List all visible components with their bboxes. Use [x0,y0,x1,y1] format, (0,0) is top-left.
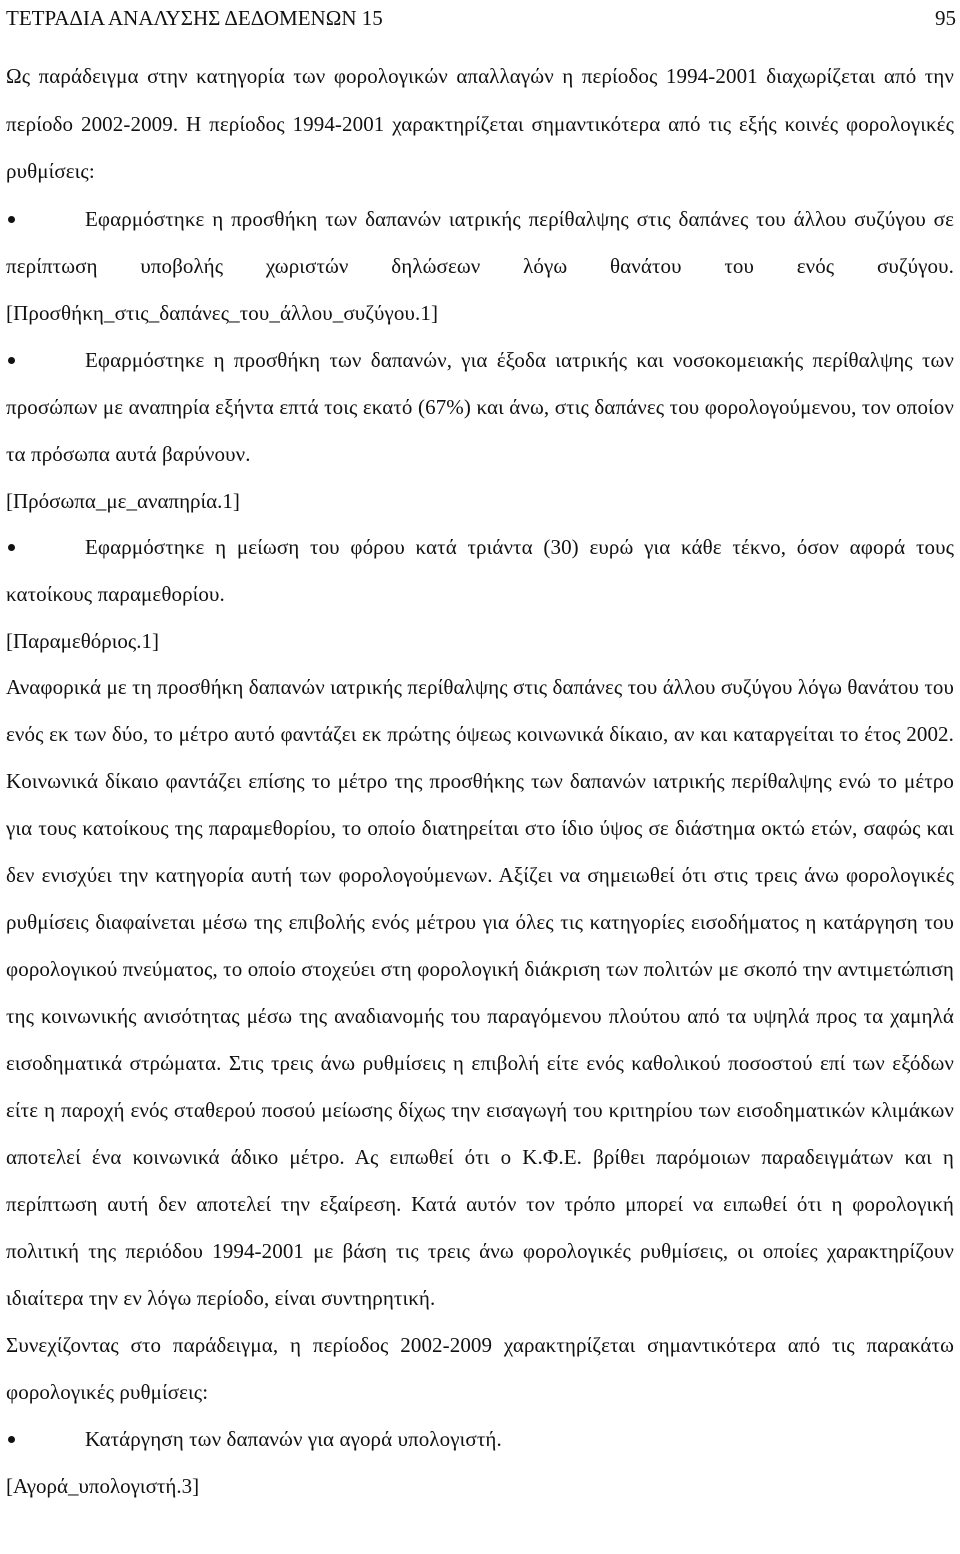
bullet-icon [8,216,15,223]
bullet-item [6,337,954,478]
bullet-item [6,1416,954,1463]
document-page [6,0,954,1509]
bullet-icon [8,544,15,551]
bullet-text: Εφαρμόστηκε η προσθήκη των δαπανών ιατρικής περίθαλψης στις δαπάνες του άλλου συζύγου σε περίπτωση υποβολής χωριστών δηλώσεων λόγω θανάτου του ενός συζύγου. [Προσθήκη_στις_δαπάνες_του_άλλου_συζύγου.1] [6,206,954,325]
bullet-tag: [Πρόσωπα_με_αναπηρία.1] [6,488,240,513]
page-header [6,0,954,36]
page-number: 95 [935,6,956,30]
running-title: ΤΕΤΡΑΔΙΑ ΑΝΑΛΥΣΗΣ ΔΕΔΟΜΕΝΩΝ 15 [6,6,383,30]
bullet-tag: [Παραμεθόριος.1] [6,628,159,653]
bullet-icon [8,1436,15,1443]
bullet-item [6,196,954,337]
bullet-icon [8,357,15,364]
bullet-tag: [Αγορά_υπολογιστή.3] [6,1473,200,1498]
bullet-text: Εφαρμόστηκε η μείωση του φόρου κατά τριάντα (30) ευρώ για κάθε τέκνο, όσον αφορά τους κατοίκους παραμεθορίου. [6,534,954,606]
body-paragraph: Αναφορικά με τη προσθήκη δαπανών ιατρικής περίθαλψης στις δαπάνες του άλλου συζύγου λόγω θανάτου του ενός εκ των δύο, το μέτρο αυτό φαντάζει εκ πρώτης όψεως κοινωνικά δίκαιο, αν και καταργείται το έτος 2002. Κοινωνικά δίκαιο φαντάζει επίσης το μέτρο της προσθήκης των δαπανών ιατρικής περίθαλψης ενώ το μέτρο για τους κατοίκους της παραμεθορίου, το οποίο διατηρείται στο ίδιο ύψος σε διάστημα οκτώ ετών, σαφώς και δεν ενισχύει την κατηγορία αυτή των φορολογούμενων. Αξίζει να σημειωθεί ότι στις τρεις άνω φορολογικές ρυθμίσεις διαφαίνεται μέσω της επιβολής ενός μέτρου για όλες τις κατηγορίες εισοδήματος η κατάργηση του φορολογικού πνεύματος, το οποίο στοχεύει στη φορολογική διάκριση των πολιτών με σκοπό την αντιμετώπιση της κοινωνικής ανισότητας μέσω της αναδιανομής του παραγόμενου πλούτου από τα υψηλά προς τα χαμηλά εισοδηματικά στρώματα. Στις τρεις άνω ρυθμίσεις η επιβολή είτε ενός καθολικού ποσοστού επί των εξόδων είτε η παροχή ενός σταθερού ποσού μείωσης δίχως την εισαγωγή του κριτηρίου των εισοδηματικών κλιμάκων αποτελεί ένα κοινωνικά άδικο μέτρο. Ας ειπωθεί ότι ο Κ.Φ.Ε. βρίθει παρόμοιων παραδειγμάτων και η περίπτωση αυτή δεν αποτελεί την εξαίρεση. Κατά αυτόν τον τρόπο μπορεί να ειπωθεί ότι η φορολογική πολιτική της περιόδου 1994-2001 με βάση τις τρεις άνω φορολογικές ρυθμίσεις, οι οποίες χαρακτηρίζουν ιδιαίτερα την εν λόγω περίοδο, είναι συντηρητική. [6,674,954,1310]
bullet-text: Κατάργηση των δαπανών για αγορά υπολογιστή. [85,1426,502,1451]
bullet-text: Εφαρμόστηκε η προσθήκη των δαπανών, για έξοδα ιατρικής και νοσοκομειακής περίθαλψης των προσώπων με αναπηρία εξήντα επτά τοις εκατό (67%) και άνω, στις δαπάνες του φορολογούμενου, τον οποίον τα πρόσωπα αυτά βαρύνουν. [6,347,954,466]
bullet-item [6,524,954,618]
continuation-paragraph: Συνεχίζοντας στο παράδειγμα, η περίοδος 2002-2009 χαρακτηρίζεται σημαντικότερα από τις παρακάτω φορολογικές ρυθμίσεις: [6,1332,954,1404]
intro-paragraph: Ως παράδειγμα στην κατηγορία των φορολογικών απαλλαγών η περίοδος 1994-2001 διαχωρίζεται από την περίοδο 2002-2009. Η περίοδος 1994-2001 χαρακτηρίζεται σημαντικότερα από τις εξής κοινές φορολογικές ρυθμίσεις: [6,64,954,183]
